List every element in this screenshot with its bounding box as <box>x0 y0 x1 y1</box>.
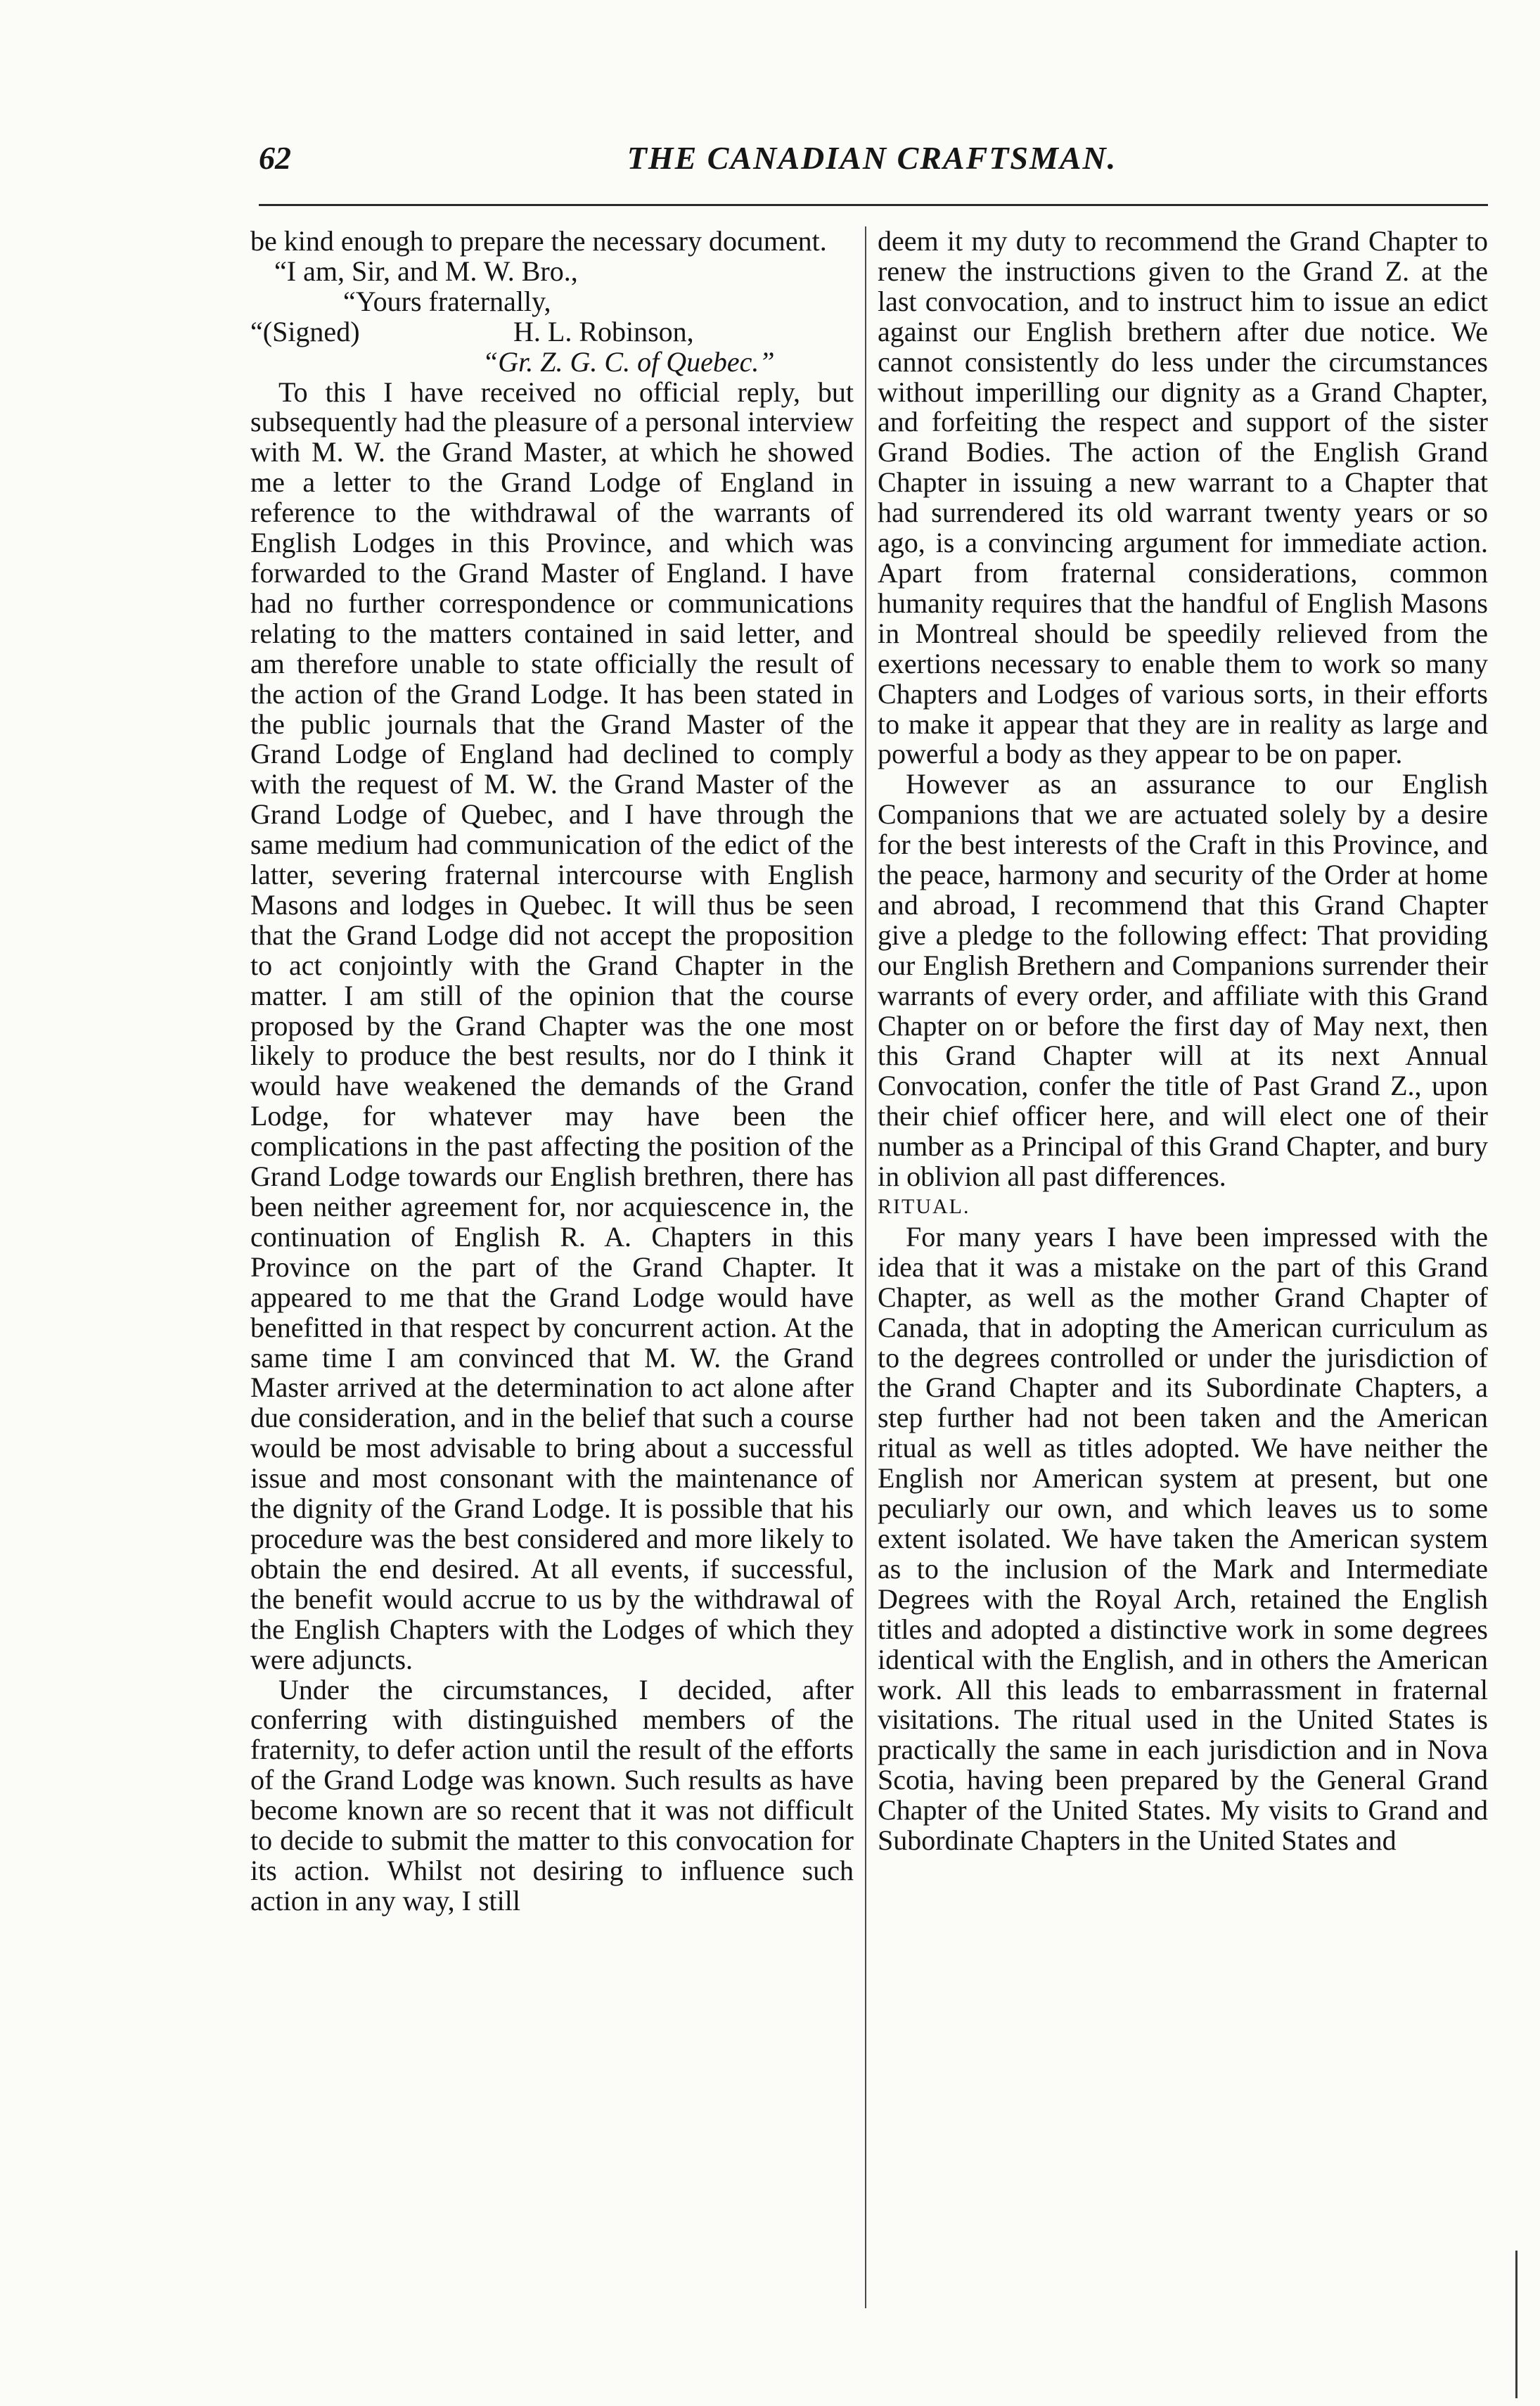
body-paragraph: To this I have received no official reply, but subsequently had the pleasure of a personal interview with M. W. the Grand Master, at which he showed me a letter to the Grand Lodge of England in reference to the withdrawal of the warrants of English Lodges in this Province, and which was forwarded to the Grand Master of England. I have had no further correspondence or communications relating to the matters contained in said letter, and am therefore unable to state officially the result of the action of the Grand Lodge. It has been stated in the public journals that the Grand Master of the Grand Lodge of England had declined to comply with the request of M. W. the Grand Master of the Grand Lodge of Quebec, and I have through the same medium had communication of the edict of the latter, severing fraternal intercourse with English Masons and lodges in Quebec. It will thus be seen that the Grand Lodge did not accept the proposition to act conjointly with the Grand Chapter in the matter. I am still of the opinion that the course proposed by the Grand Chapter was the one most likely to produce the best results, nor do I think it would have weakened the demands of the Grand Lodge, for whatever may have been the complications in the past affecting the position of the Grand Lodge towards our English brethren, there has been neither agreement for, nor acquiescence in, the continuation of English R. A. Chapters in this Province on the part of the Grand Chapter. It appeared to me that the Grand Lodge would have benefitted in that respect by concurrent action. At the same time I am convinced that M. W. the Grand Master arrived at the determination to act alone after due consideration, and in the belief that such a course would be most advisable to bring about a successful issue and most consonant with the maintenance of the dignity of the Grand Lodge. It is possible that his procedure was the best considered and more likely to obtain the end desired. At all events, if successful, the benefit would accrue to us by the withdrawal of the English Chapters with the Lodges of which they were adjuncts. <box>250 376 854 1675</box>
signatory-name: H. L. Robinson, <box>513 315 694 347</box>
header-rule <box>259 204 1488 206</box>
left-column <box>250 226 854 2331</box>
page-header <box>259 134 1485 183</box>
section-heading: RITUAL. <box>878 1195 970 1218</box>
body-paragraph: For many years I have been impressed with the idea that it was a mistake on the part of this Grand Chapter, as well as the mother Grand Chapter of Canada, that in adopting the American curriculum as to the degrees controlled or under the jurisdiction of the Grand Chapter and its Subordinate Chapters, a step further had not been taken and the American ritual as well as titles adopted. We have neither the English nor American system at present, but one peculiarly our own, and which leaves us to some extent isolated. We have taken the American system as to the inclusion of the Mark and Intermediate Degrees with the Royal Arch, retained the English titles and adopted a distinctive work in some degrees identical with the English, and in others the American work. All this leads to embarrassment in fraternal visitations. The ritual used in the United States is practically the same in each jurisdiction and in Nova Scotia, having been prepared by the General Grand Chapter of the United States. My visits to Grand and Subordinate Chapters in the United States and <box>878 1220 1488 1857</box>
page-number: 62 <box>259 140 291 176</box>
signatory-title: “Gr. Z. G. C. of Quebec.” <box>482 345 775 378</box>
body-paragraph: However as an assurance to our English Companions that we are actuated solely by a desire for the best interests of the Craft in this Province, and the peace, harmony and security of the Order at home and abroad, I recommend that this Grand Chapter give a pledge to the following effect: That providing our English Brethern and Companions surrender their warrants of every order, and affiliate with this Grand Chapter on or before the first day of May next, then this Grand Chapter will at its next Annual Convocation, confer the title of Past Grand Z., upon their chief officer here, and will elect one of their number as a Principal of this Grand Chapter, and bury in oblivion all past differences. <box>878 768 1488 1193</box>
body-paragraph: Under the circumstances, I decided, after conferring with distinguished members of the fraternity, to defer action until the result of the efforts of the Grand Lodge was known. Such results as have become known are so recent that it was not difficult to decide to submit the matter to this convocation for its action. Whilst not desiring to influence such action in any way, I still <box>250 1673 854 1917</box>
opening-paragraph: be kind enough to prepare the necessary document. <box>250 226 827 257</box>
letter-closing-line: “I am, Sir, and M. W. Bro., <box>274 255 578 287</box>
body-paragraph: deem it my duty to recommend the Grand Chapter to renew the instructions given to the Grand Z. at the last convocation, and to instruct him to issue an edict against our English brethern after due notice. We cannot consistently do less under the circumstances without imperilling our dignity as a Grand Chapter, and forfeiting the respect and support of the sister Grand Bodies. The action of the English Grand Chapter in issuing a new warrant to a Chapter that had surrendered its old warrant twenty years or so ago, is a convincing argument for immediate action. Apart from fraternal considerations, common humanity requires that the handful of English Masons in Montreal should be speedily relieved from the exertions necessary to enable them to work so many Chapters and Lodges of various sorts, in their efforts to make it appear that they are in reality as large and powerful a body as they appear to be on paper. <box>878 226 1488 770</box>
column-divider <box>865 226 866 2308</box>
right-column <box>878 226 1488 2331</box>
letter-signature-line <box>250 317 854 347</box>
letter-valediction: “Yours fraternally, <box>343 285 551 317</box>
running-title: THE CANADIAN CRAFTSMAN. <box>627 140 1117 176</box>
margin-mark <box>1515 2251 1517 2398</box>
signed-label: “(Signed) <box>250 315 360 347</box>
